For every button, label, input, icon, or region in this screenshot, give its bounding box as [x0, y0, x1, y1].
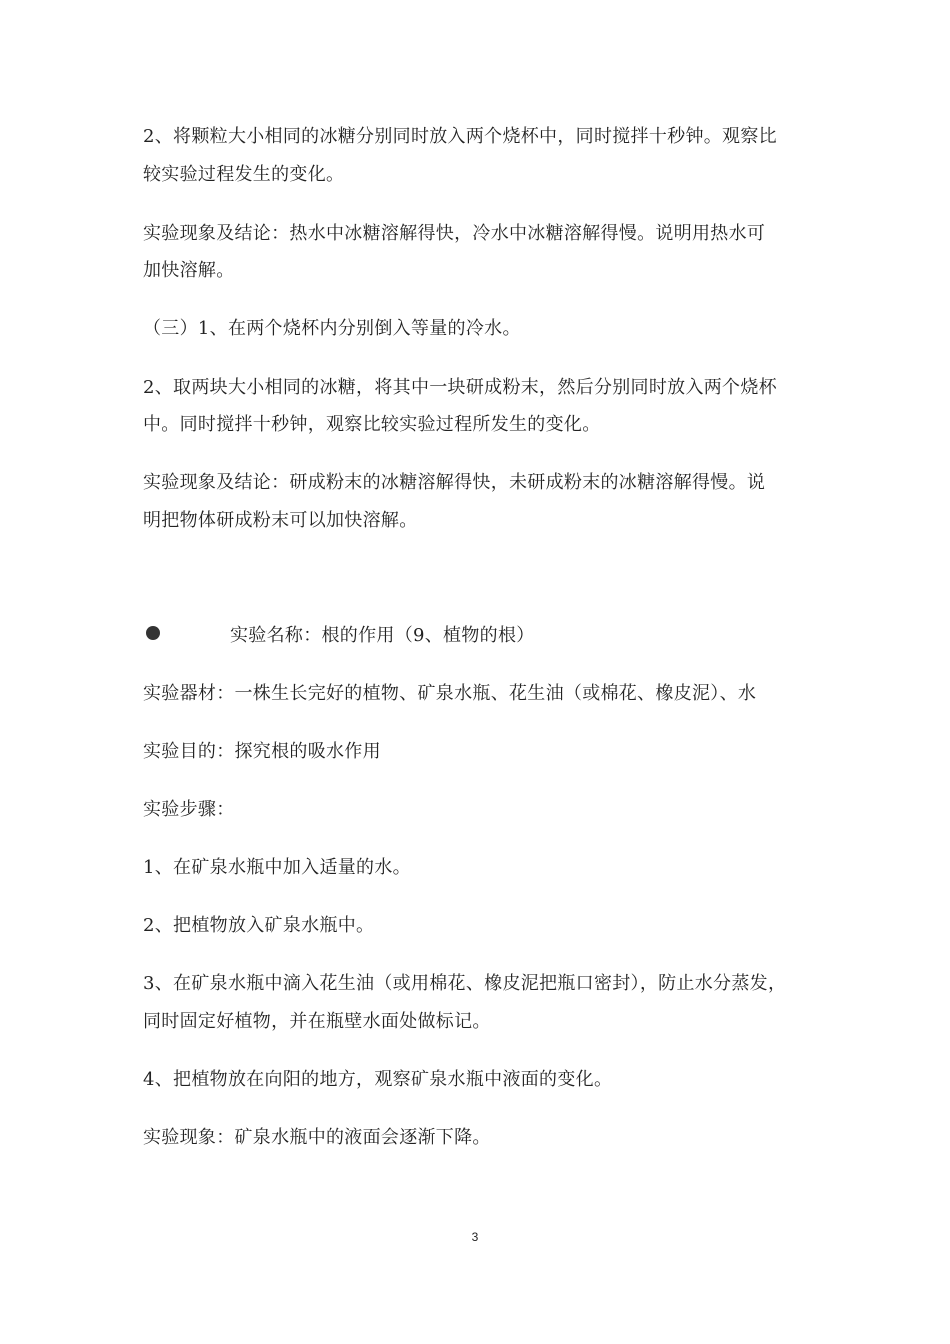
- part3-step2-line1: 2、取两块大小相同的冰糖，将其中一块研成粉末，然后分别同时放入两个烧杯: [143, 377, 777, 398]
- dissolve-conclusion-line2: 加快溶解。: [143, 260, 235, 281]
- part3-step1: （三）1、在两个烧杯内分别倒入等量的冷水。: [143, 318, 521, 339]
- root-phenomenon: 实验现象：矿泉水瓶中的液面会逐渐下降。: [143, 1127, 491, 1148]
- part3-conclusion-line1: 实验现象及结论：研成粉末的冰糖溶解得快，未研成粉末的冰糖溶解得慢。说: [143, 472, 766, 493]
- dissolve-conclusion-line1: 实验现象及结论：热水中冰糖溶解得快，冷水中冰糖溶解得慢。说明用热水可: [143, 223, 766, 244]
- dissolve-step2-line2: 较实验过程发生的变化。: [143, 164, 345, 185]
- root-step4: 4、把植物放在向阳的地方，观察矿泉水瓶中液面的变化。: [143, 1069, 613, 1090]
- page-number: 3: [471, 1230, 479, 1244]
- root-experiment-title: 实验名称：根的作用（9、植物的根）: [230, 625, 535, 646]
- root-purpose: 实验目的：探究根的吸水作用: [143, 741, 381, 762]
- root-steps-heading: 实验步骤：: [143, 799, 235, 820]
- root-materials: 实验器材：一株生长完好的植物、矿泉水瓶、花生油（或棉花、橡皮泥）、水: [143, 683, 757, 704]
- part3-step2-line2: 中。同时搅拌十秒钟，观察比较实验过程所发生的变化。: [143, 414, 601, 435]
- root-step2: 2、把植物放入矿泉水瓶中。: [143, 915, 375, 936]
- root-step3-line2: 同时固定好植物，并在瓶壁水面处做标记。: [143, 1011, 491, 1032]
- root-step1: 1、在矿泉水瓶中加入适量的水。: [143, 857, 411, 878]
- dissolve-step2-line1: 2、将颗粒大小相同的冰糖分别同时放入两个烧杯中，同时搅拌十秒钟。观察比: [143, 126, 777, 147]
- part3-conclusion-line2: 明把物体研成粉末可以加快溶解。: [143, 510, 418, 531]
- bullet-icon: [146, 626, 160, 640]
- root-step3-line1: 3、在矿泉水瓶中滴入花生油（或用棉花、橡皮泥把瓶口密封），防止水分蒸发，: [143, 973, 787, 994]
